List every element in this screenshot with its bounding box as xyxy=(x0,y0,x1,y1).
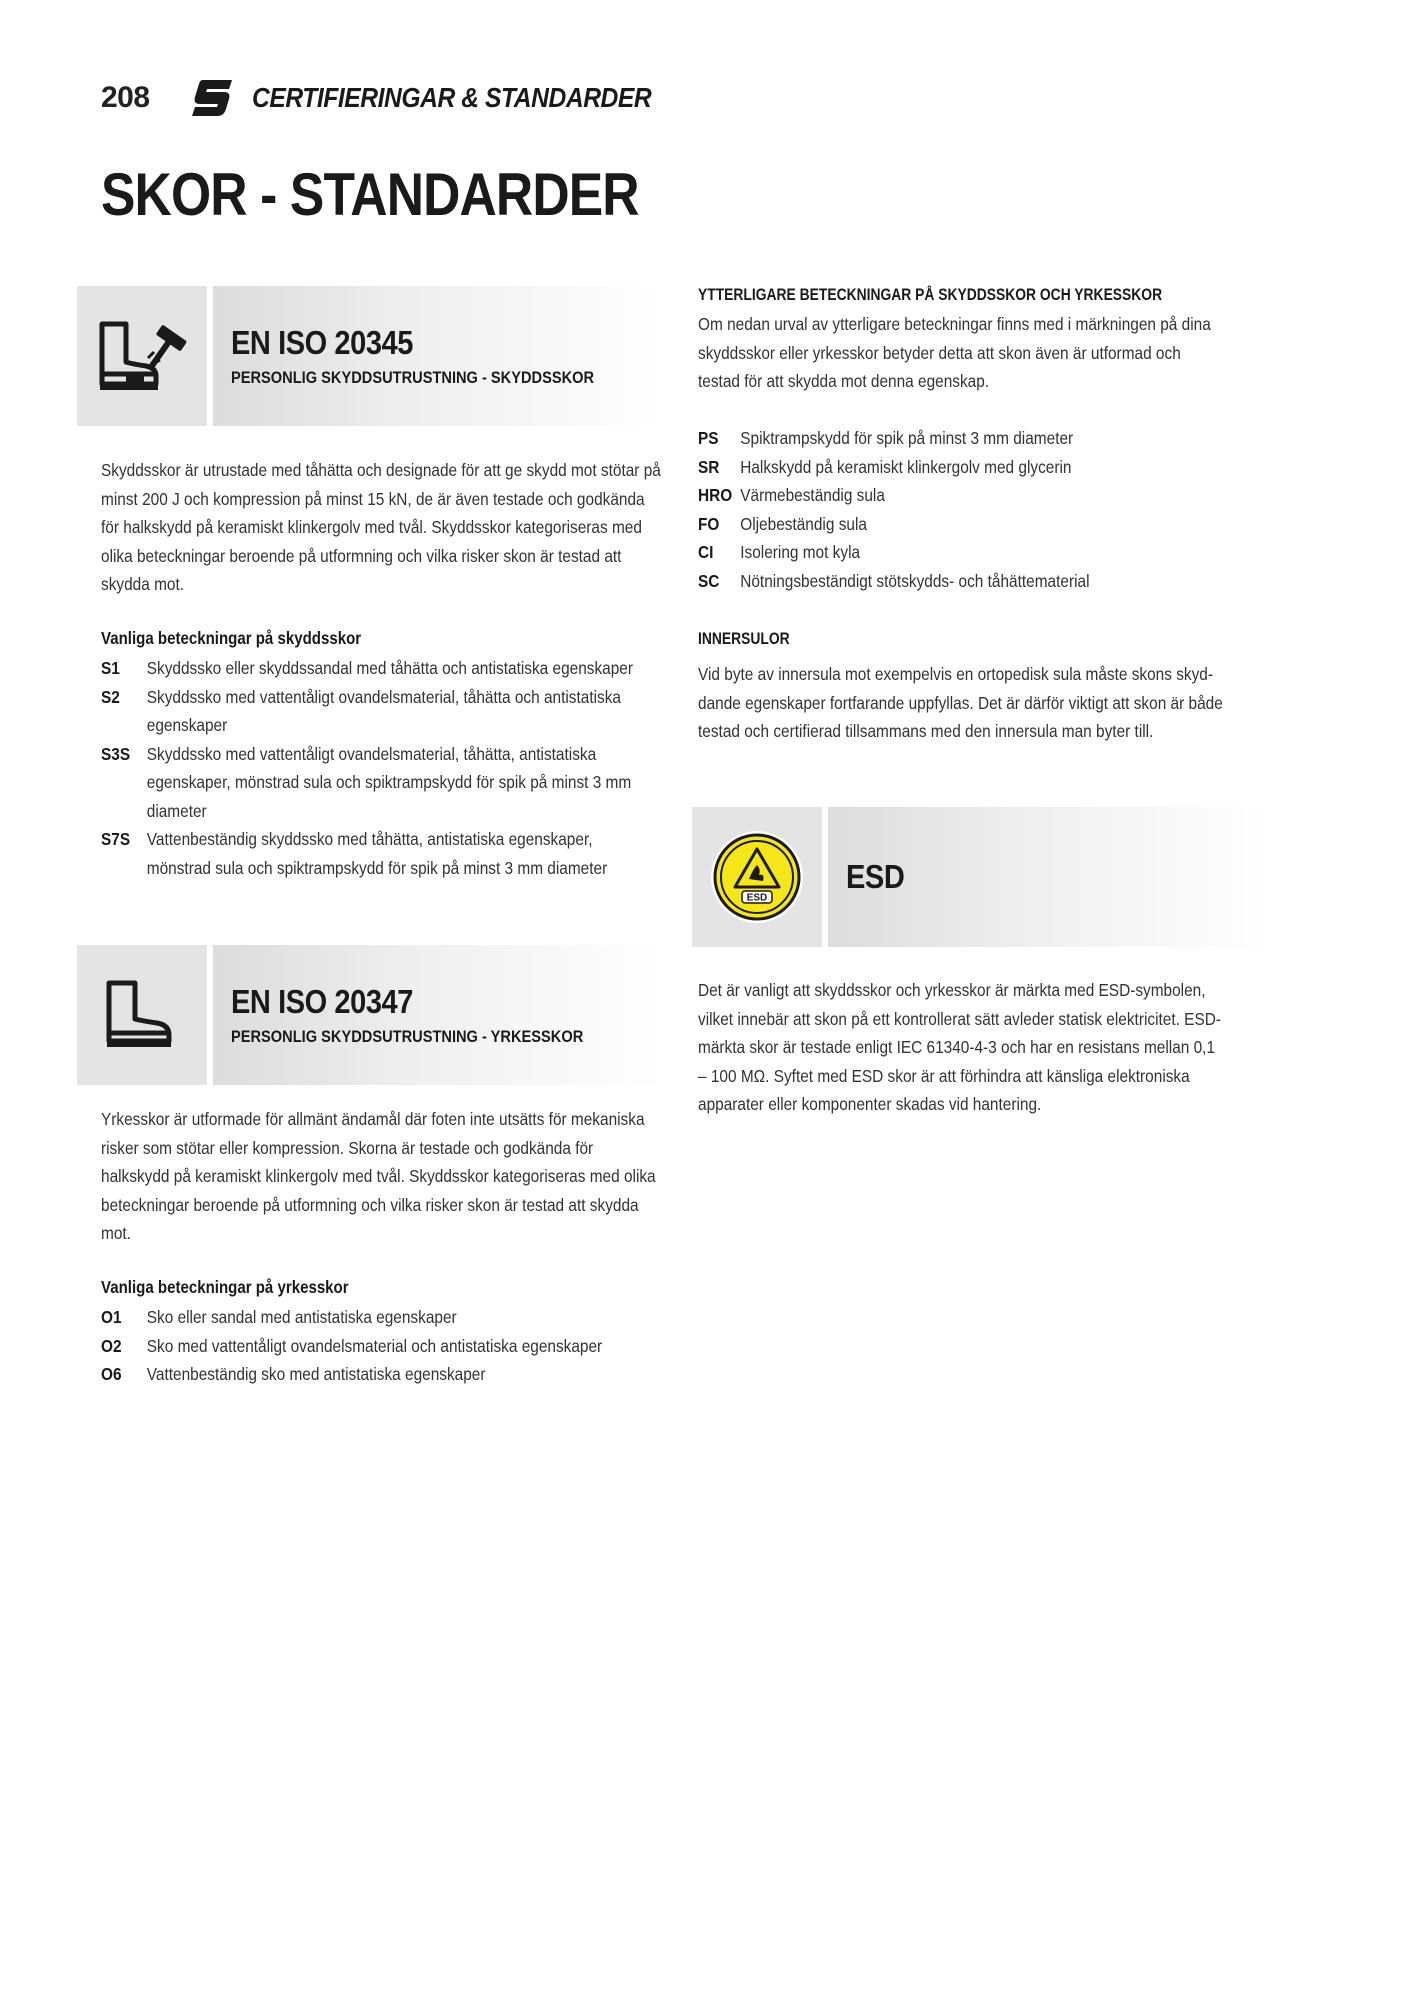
insoles-heading: INNERSULOR xyxy=(698,630,790,648)
page-header xyxy=(101,78,705,118)
list-item xyxy=(698,567,1235,596)
item-desc: Värmebeständig sula xyxy=(740,485,885,505)
additional-intro: Om nedan urval av ytterligare beteckningar finns med i märkningen på dina skyddsskor eller yrkesskor betyder detta att skon även är utformad och testad för att skydda mot denna egenskap. xyxy=(698,314,1211,391)
item-code: HRO xyxy=(698,485,733,505)
icon-cell xyxy=(77,286,207,426)
en20345-body: Skyddsskor är utrustade med tåhätta och designade för att ge skydd mot stötar på minst 200 J och kompression på minst 15 kN, de är även testade och godkända för halkskydd på keramiskt klinkergolv med tvål. Skyddsskor kategoriseras med olika beteckningar beroende på utformning och vilka risker skon är testad att skydda mot. xyxy=(101,460,661,594)
item-code: FO xyxy=(698,513,720,534)
item-desc: Sko med vattentåligt ovandelsmaterial och antistatiska egenskaper xyxy=(146,1335,603,1356)
list-item xyxy=(698,481,1235,510)
title-cell xyxy=(828,807,1270,947)
item-desc: Skyddssko med vattentåligt ovandelsmaterial, tåhätta och antistatiska egenskaper xyxy=(146,686,621,735)
en-iso-20345-banner xyxy=(77,286,663,426)
item-code: SR xyxy=(698,456,720,477)
list-item xyxy=(101,683,655,740)
item-code: SC xyxy=(698,570,720,591)
insoles-body: Vid byte av innersula mot exempelvis en ortopedisk sula måste skons skyd-dande egenskaper fortfarande uppfyllas. Det är därför viktigt att skon är både testad och certifierad tillsammans med den innersula man byter till. xyxy=(698,664,1223,741)
en20345-list-heading: Vanliga beteckningar på skyddsskor xyxy=(101,628,362,648)
page-number: 208 xyxy=(101,81,150,114)
list-item xyxy=(101,1303,655,1332)
item-desc: Skyddssko eller skyddssandal med tåhätta och antistatiska egenskaper xyxy=(146,658,634,678)
list-item xyxy=(698,538,1235,567)
additional-code-list xyxy=(698,424,1235,595)
esd-symbol-label: ESD xyxy=(746,892,768,904)
item-desc: Vattenbeständig skyddssko med tåhätta, antistatiska egenskaper, mönstrad sula och spiktrampskydd för spik på minst 3 mm diameter xyxy=(146,829,608,878)
icon-cell xyxy=(77,945,207,1085)
list-item xyxy=(101,740,655,826)
item-code: CI xyxy=(698,542,714,562)
list-item xyxy=(101,1360,655,1389)
list-item xyxy=(698,424,1235,453)
item-code: PS xyxy=(698,428,719,448)
item-code: O2 xyxy=(101,1335,122,1356)
item-desc: Skyddssko med vattentåligt ovandelsmaterial, tåhätta, antistatiska egenskaper, mönstrad sula och spiktrampskydd för spik på minst 3 mm diameter xyxy=(146,743,632,821)
esd-symbol-icon xyxy=(709,829,805,925)
item-code: O6 xyxy=(101,1364,122,1384)
item-desc: Sko eller sandal med antistatiska egenskaper xyxy=(146,1307,457,1327)
page-title: SKOR - STANDARDER xyxy=(101,161,639,228)
section-title: CERTIFIERINGAR & STANDARDER xyxy=(251,82,651,113)
icon-cell xyxy=(692,807,822,947)
esd-body: Det är vanligt att skyddsskor och yrkesskor är märkta med ESD-symbolen, vilket innebär att skon på ett kontrollerat sätt avleder statisk elektricitet. ESD-märkta skor är testade enligt IEC 61340-4-3 och har en resistans mellan 0,1 – 100 MΩ. Syftet med ESD skor är att förhindra att känsliga elektroniska apparater eller komponenter skadas vid hantering. xyxy=(698,980,1221,1114)
title-cell xyxy=(213,286,663,426)
en-iso-20347-banner xyxy=(77,945,663,1085)
item-desc: Halkskydd på keramiskt klinkergolv med glycerin xyxy=(740,456,1072,477)
standard-subtitle: PERSONLIG SKYDDSUTRUSTNING - SKYDDSSKOR xyxy=(231,368,595,387)
title-cell xyxy=(213,945,663,1085)
item-code: S7S xyxy=(101,829,131,849)
brand-logo-icon xyxy=(190,78,234,118)
en20347-code-list xyxy=(101,1303,655,1389)
safety-boot-hammer-icon xyxy=(92,314,192,398)
list-item xyxy=(101,825,655,882)
list-item xyxy=(698,453,1235,482)
item-code: O1 xyxy=(101,1307,122,1327)
item-desc: Spiktrampskydd för spik på minst 3 mm diameter xyxy=(740,428,1074,448)
item-code: S3S xyxy=(101,743,131,764)
list-item xyxy=(101,1332,655,1361)
esd-banner xyxy=(692,807,1270,947)
en20347-body: Yrkesskor är utformade för allmänt ändamål där foten inte utsätts för mekaniska risker som stötar eller kompression. Skorna är testade och godkända för halkskydd på keramiskt klinkergolv med tvål. Skyddsskor kategoriseras med olika beteckningar beroende på utformning och vilka risker skon är testad att skydda mot. xyxy=(101,1109,656,1243)
list-item xyxy=(101,654,655,683)
standard-code: EN ISO 20347 xyxy=(231,983,413,1020)
item-desc: Isolering mot kyla xyxy=(740,542,861,562)
en20347-list-heading: Vanliga beteckningar på yrkesskor xyxy=(101,1277,349,1297)
work-boot-icon xyxy=(97,975,187,1055)
item-code: S1 xyxy=(101,658,120,678)
additional-heading: YTTERLIGARE BETECKNINGAR PÅ SKYDDSSKOR OCH YRKESSKOR xyxy=(698,286,1163,304)
item-desc: Nötningsbeständigt stötskydds- och tåhättematerial xyxy=(740,570,1090,591)
item-desc: Oljebeständig sula xyxy=(740,513,867,534)
item-code: S2 xyxy=(101,686,120,707)
en20345-code-list xyxy=(101,654,655,882)
esd-title: ESD xyxy=(846,858,905,895)
standard-subtitle: PERSONLIG SKYDDSUTRUSTNING - YRKESSKOR xyxy=(231,1027,584,1046)
standard-code: EN ISO 20345 xyxy=(231,324,413,361)
list-item xyxy=(698,510,1235,539)
item-desc: Vattenbeständig sko med antistatiska egenskaper xyxy=(146,1364,486,1384)
